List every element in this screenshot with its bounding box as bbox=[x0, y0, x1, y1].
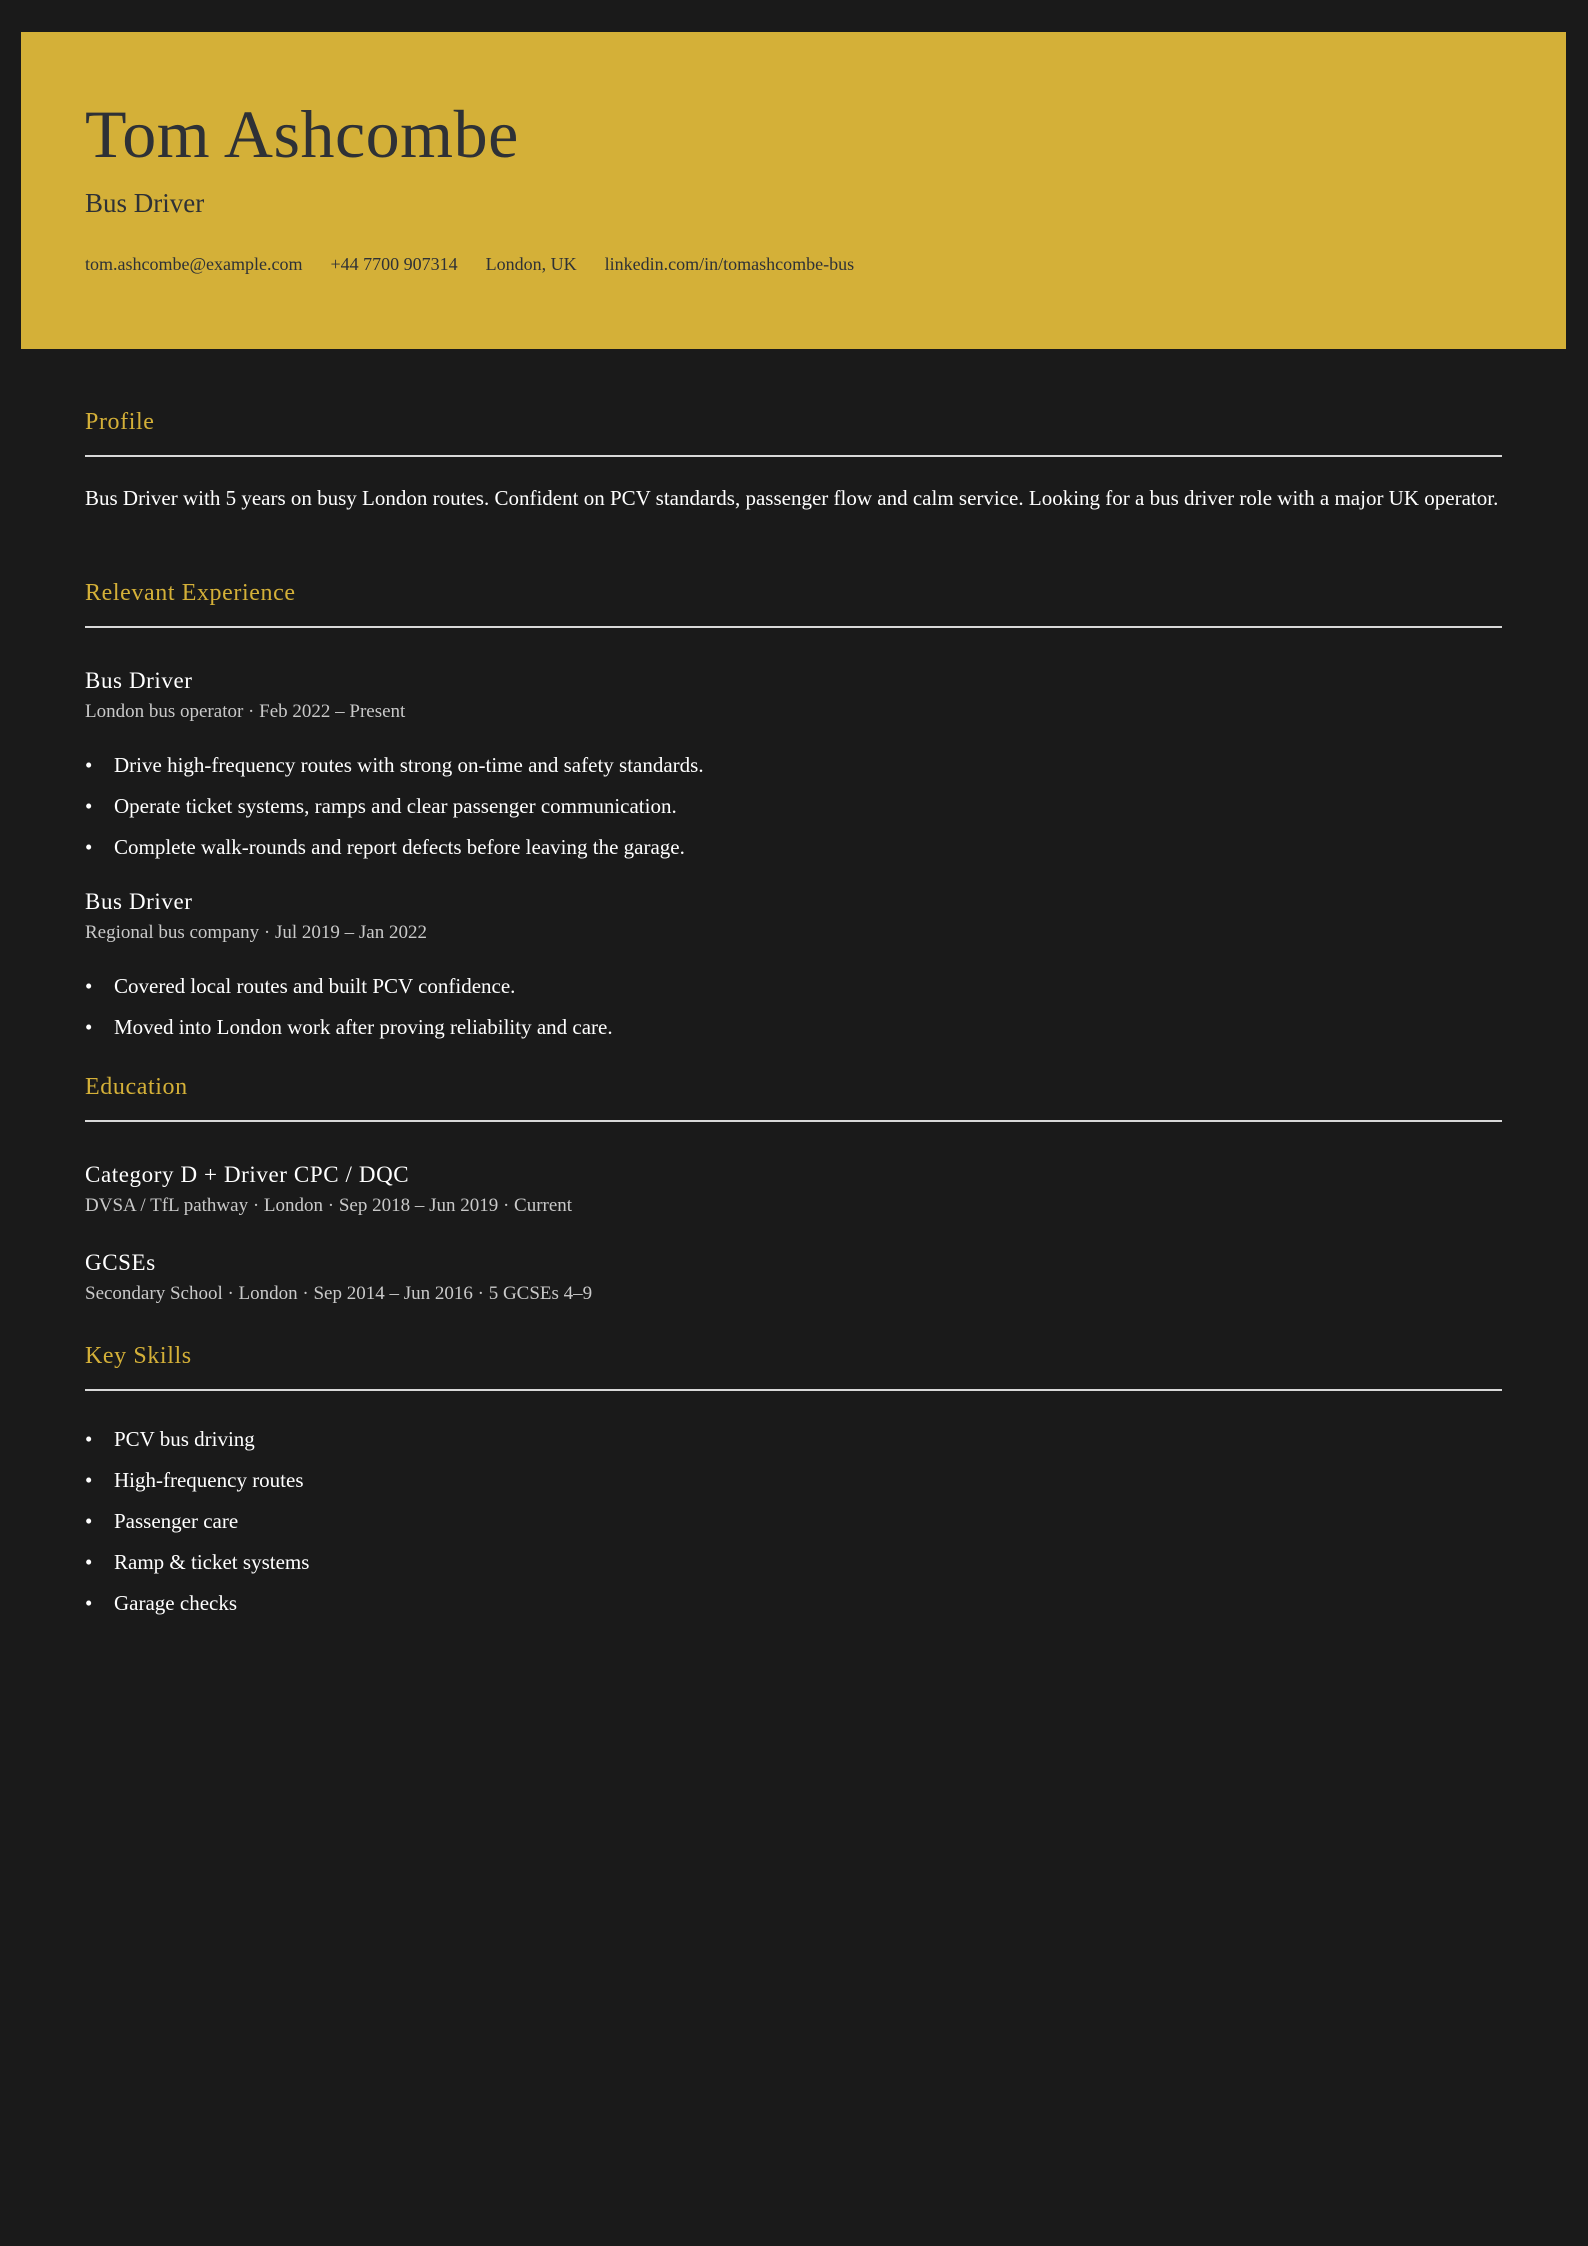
contact-line bbox=[85, 252, 854, 276]
section-divider bbox=[85, 455, 1502, 457]
list-item: • Drive high-frequency routes with strong on-time and safety standards. bbox=[85, 745, 704, 786]
skill-item: • Garage checks bbox=[85, 1583, 309, 1624]
profile-summary: Bus Driver with 5 years on busy London routes. Confident on PCV standards, passenger flow and calm service. Looking for a bus driver role with a major UK operator. bbox=[85, 486, 1499, 510]
contact-location: London, UK bbox=[485, 254, 577, 274]
job-bullets bbox=[85, 966, 613, 1048]
skill-item: • High-frequency routes bbox=[85, 1460, 309, 1501]
candidate-role: Bus Driver bbox=[85, 188, 205, 218]
contact-linkedin[interactable]: linkedin.com/in/tomashcombe-bus bbox=[604, 254, 855, 274]
job-meta: London bus operator · Feb 2022 – Present bbox=[85, 701, 406, 722]
list-item: • Complete walk-rounds and report defects before leaving the garage. bbox=[85, 827, 704, 868]
job-title: Bus Driver bbox=[85, 889, 193, 914]
education-meta: Secondary School · London · Sep 2014 – Jun 2016 · 5 GCSEs 4–9 bbox=[85, 1283, 593, 1304]
resume-header bbox=[21, 32, 1566, 349]
contact-email[interactable]: tom.ashcombe@example.com bbox=[85, 254, 303, 274]
skill-item: • Passenger care bbox=[85, 1501, 309, 1542]
education-title: Category D + Driver CPC / DQC bbox=[85, 1162, 410, 1187]
job-title: Bus Driver bbox=[85, 668, 193, 693]
candidate-name: Tom Ashcombe bbox=[85, 96, 519, 172]
job-bullets bbox=[85, 745, 704, 868]
section-title-profile: Profile bbox=[85, 409, 155, 435]
section-divider bbox=[85, 1120, 1502, 1122]
section-title-education: Education bbox=[85, 1074, 188, 1100]
education-title: GCSEs bbox=[85, 1250, 156, 1275]
list-item: • Operate ticket systems, ramps and clear passenger communication. bbox=[85, 786, 704, 827]
list-item: • Moved into London work after proving reliability and care. bbox=[85, 1007, 613, 1048]
skill-item: • Ramp & ticket systems bbox=[85, 1542, 309, 1583]
skills-list bbox=[85, 1419, 309, 1624]
contact-phone[interactable]: +44 7700 907314 bbox=[330, 254, 458, 274]
section-title-skills: Key Skills bbox=[85, 1343, 192, 1369]
job-meta: Regional bus company · Jul 2019 – Jan 2022 bbox=[85, 922, 427, 943]
section-divider bbox=[85, 1389, 1502, 1391]
section-divider bbox=[85, 626, 1502, 628]
list-item: • Covered local routes and built PCV confidence. bbox=[85, 966, 613, 1007]
skill-item: • PCV bus driving bbox=[85, 1419, 309, 1460]
education-meta: DVSA / TfL pathway · London · Sep 2018 – Jun 2019 · Current bbox=[85, 1195, 573, 1216]
section-title-experience: Relevant Experience bbox=[85, 580, 296, 606]
